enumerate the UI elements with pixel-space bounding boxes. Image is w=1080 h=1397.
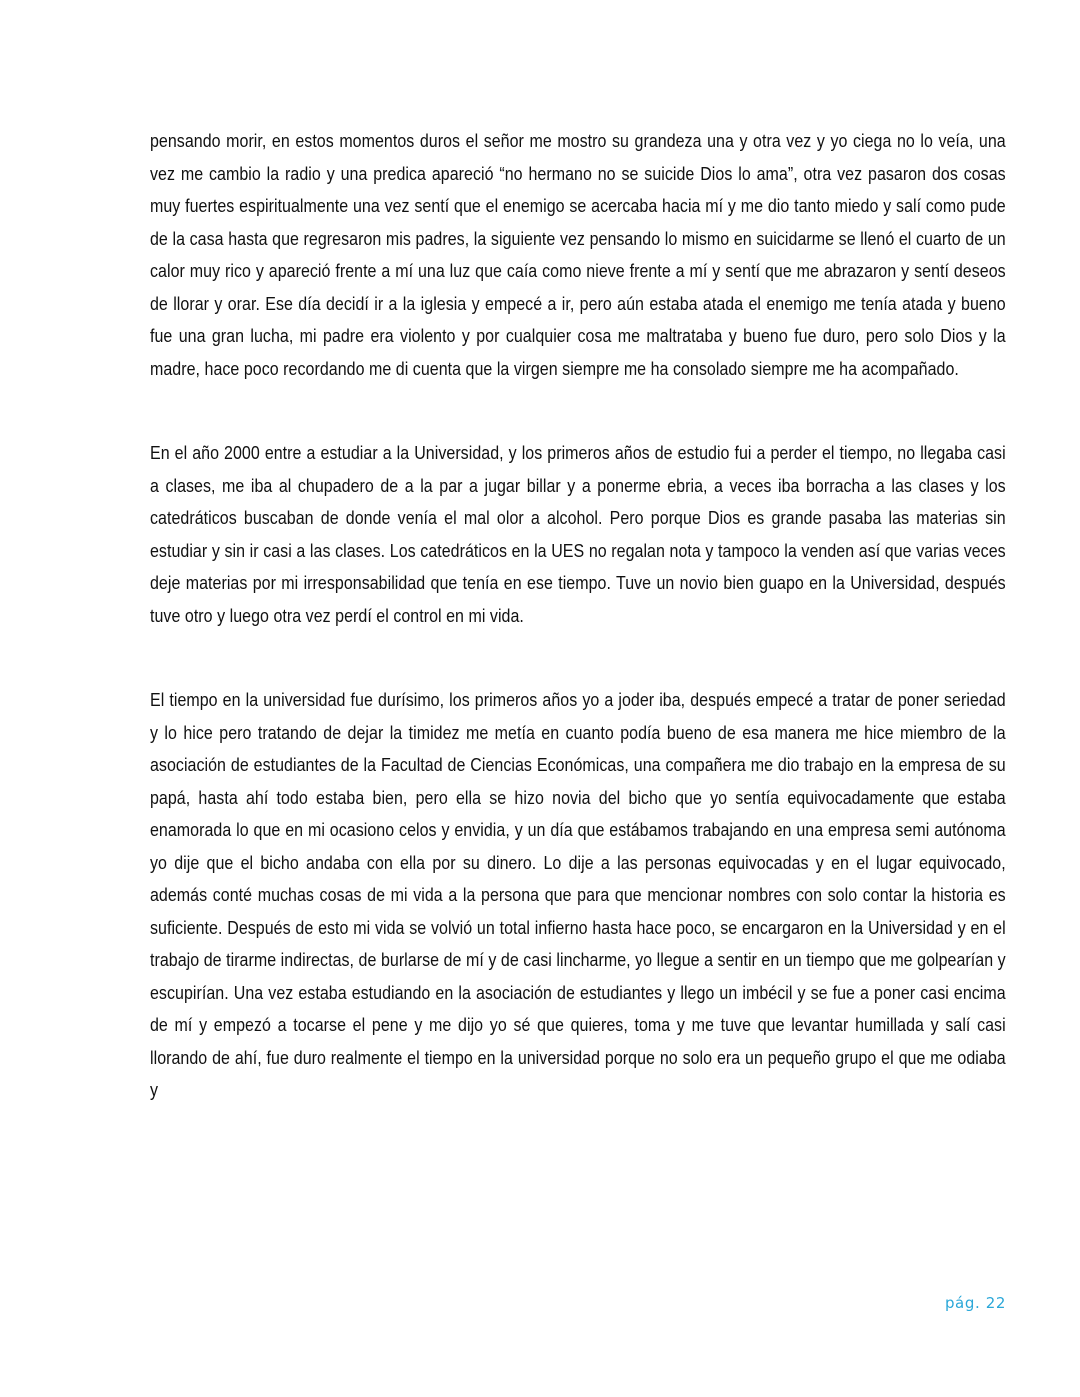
body-text <box>150 125 1006 1107</box>
page-number: pág. 22 <box>944 1294 1006 1312</box>
paragraph-3: El tiempo en la universidad fue durísimo, los primeros años yo a joder iba, después empecé a tratar de poner seriedad y lo hice pero tratando de dejar la timidez me metía en cuanto podía bueno de esa manera me hice miembro de la asociación de estudiantes de la Facultad de Ciencias Económicas, una compañera me dio trabajo en la empresa de su papá, hasta ahí todo estaba bien, pero ella se hizo novia del bicho que yo sentía equivocadamente que estaba enamorada lo que en mi ocasiono celos y envidia, y un día que estábamos trabajando en una empresa semi autónoma yo dije que el bicho andaba con ella por su dinero. Lo dije a las personas equivocadas y en el lugar equivocado, además conté muchas cosas de mi vida a la persona que para que mencionar nombres con solo contar la historia es suficiente. Después de esto mi vida se volvió un total infierno hasta hace poco, se encargaron en la Universidad y en el trabajo de tirarme indirectas, de burlarse de mí y de casi lincharme, yo llegue a sentir en un tiempo que me golpearían y escupirían. Una vez estaba estudiando en la asociación de estudiantes y llego un imbécil y se fue a poner casi encima de mí y empezó a tocarse el pene y me dijo yo sé que quieres, toma y me tuve que levantar humillada y salí casi llorando de ahí, fue duro realmente el tiempo en la universidad porque no solo era un pequeño grupo el que me odiaba y <box>150 689 1006 1100</box>
paragraph-2: En el año 2000 entre a estudiar a la Universidad, y los primeros años de estudio fui a perder el tiempo, no llegaba casi a clases, me iba al chupadero de a la par a jugar billar y a ponerme ebria, a veces iba borracha a las clases y los catedráticos buscaban de donde venía el mal olor a alcohol. Pero porque Dios es grande pasaba las materias sin estudiar y sin ir casi a las clases. Los catedráticos en la UES no regalan nota y tampoco la venden así que varias veces deje materias por mi irresponsabilidad que tenía en ese tiempo. Tuve un novio bien guapo en la Universidad, después tuve otro y luego otra vez perdí el control en mi vida. <box>150 442 1006 626</box>
paragraph-1: pensando morir, en estos momentos duros el señor me mostro su grandeza una y otra vez y yo ciega no lo veía, una vez me cambio la radio y una predica apareció “no hermano no se suicide Dios lo ama”, otra vez pasaron dos cosas muy fuertes espiritualmente una vez sentí que el enemigo se acercaba hacia mí y me dio tanto miedo y salí como pude de la casa hasta que regresaron mis padres, la siguiente vez pensando lo mismo en suicidarme se llenó el cuarto de un calor muy rico y apareció frente a mí una luz que caía como nieve frente a mí y sentí que me abrazaron y sentí deseos de llorar y orar. Ese día decidí ir a la iglesia y empecé a ir, pero aún estaba atada el enemigo me tenía atada y bueno fue una gran lucha, mi padre era violento y por cualquier cosa me maltrataba y bueno fue duro, pero solo Dios y la madre, hace poco recordando me di cuenta que la virgen siempre me ha consolado siempre me ha acompañado. <box>150 130 1006 379</box>
